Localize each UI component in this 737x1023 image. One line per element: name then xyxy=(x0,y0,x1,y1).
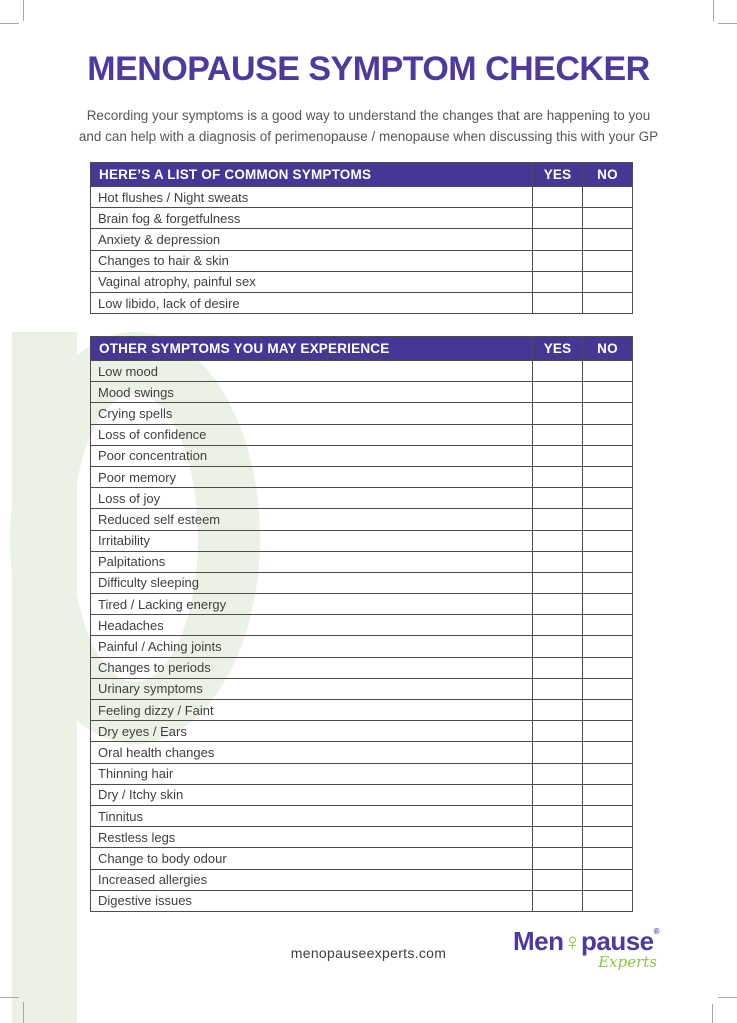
no-cell[interactable] xyxy=(583,700,633,721)
symptom-row xyxy=(91,530,633,551)
yes-cell[interactable] xyxy=(533,424,583,445)
symptom-label: Changes to hair & skin xyxy=(91,250,533,271)
intro-text xyxy=(0,106,737,148)
symptom-row xyxy=(91,361,633,382)
symptom-label: Tired / Lacking energy xyxy=(91,594,533,615)
symptom-row xyxy=(91,763,633,784)
symptom-label: Crying spells xyxy=(91,403,533,424)
symptom-row xyxy=(91,466,633,487)
yes-cell[interactable] xyxy=(533,784,583,805)
symptom-row xyxy=(91,742,633,763)
yes-cell[interactable] xyxy=(533,445,583,466)
no-cell[interactable] xyxy=(583,466,633,487)
female-symbol-icon: ♀ xyxy=(563,929,581,956)
intro-line-1: Recording your symptoms is a good way to understand the changes that are happening to you xyxy=(86,108,651,123)
no-cell[interactable] xyxy=(583,509,633,530)
symptom-label: Restless legs xyxy=(91,827,533,848)
no-cell[interactable] xyxy=(583,805,633,826)
table-header-row xyxy=(91,337,633,361)
yes-cell[interactable] xyxy=(533,466,583,487)
yes-cell[interactable] xyxy=(533,292,583,313)
yes-cell[interactable] xyxy=(533,551,583,572)
other-symptoms-table xyxy=(90,336,633,912)
yes-cell[interactable] xyxy=(533,890,583,911)
symptom-row xyxy=(91,805,633,826)
symptom-label: Anxiety & depression xyxy=(91,229,533,250)
yes-cell[interactable] xyxy=(533,615,583,636)
no-cell[interactable] xyxy=(583,551,633,572)
symptom-row xyxy=(91,890,633,911)
yes-cell[interactable] xyxy=(533,530,583,551)
crop-mark xyxy=(712,1004,713,1023)
yes-cell[interactable] xyxy=(533,403,583,424)
symptom-label: Painful / Aching joints xyxy=(91,636,533,657)
symptom-label: Vaginal atrophy, painful sex xyxy=(91,271,533,292)
symptom-row xyxy=(91,657,633,678)
yes-cell[interactable] xyxy=(533,594,583,615)
symptom-row xyxy=(91,292,633,313)
symptom-row xyxy=(91,488,633,509)
yes-cell[interactable] xyxy=(533,187,583,208)
no-cell[interactable] xyxy=(583,530,633,551)
symptom-row xyxy=(91,848,633,869)
yes-cell[interactable] xyxy=(533,488,583,509)
symptom-row xyxy=(91,229,633,250)
no-cell[interactable] xyxy=(583,250,633,271)
symptom-label: Low mood xyxy=(91,361,533,382)
no-cell[interactable] xyxy=(583,229,633,250)
symptom-row xyxy=(91,784,633,805)
no-cell[interactable] xyxy=(583,763,633,784)
website-url: menopauseexperts.com xyxy=(290,945,447,961)
symptom-label: Oral health changes xyxy=(91,742,533,763)
symptom-row xyxy=(91,594,633,615)
yes-cell[interactable] xyxy=(533,250,583,271)
symptom-label: Mood swings xyxy=(91,382,533,403)
no-cell[interactable] xyxy=(583,848,633,869)
crop-mark xyxy=(718,997,737,998)
no-cell[interactable] xyxy=(583,869,633,890)
symptom-label: Thinning hair xyxy=(91,763,533,784)
no-cell[interactable] xyxy=(583,721,633,742)
no-cell[interactable] xyxy=(583,615,633,636)
symptom-label: Digestive issues xyxy=(91,890,533,911)
symptom-row xyxy=(91,700,633,721)
yes-column-header: YES xyxy=(533,163,583,187)
symptom-label: Palpitations xyxy=(91,551,533,572)
no-cell[interactable] xyxy=(583,424,633,445)
symptom-label: Changes to periods xyxy=(91,657,533,678)
symptom-row xyxy=(91,678,633,699)
table-title: OTHER SYMPTOMS YOU MAY EXPERIENCE xyxy=(91,337,533,361)
symptom-label: Tinnitus xyxy=(91,805,533,826)
symptom-label: Urinary symptoms xyxy=(91,678,533,699)
symptom-row xyxy=(91,382,633,403)
no-cell[interactable] xyxy=(583,594,633,615)
menopause-experts-logo xyxy=(513,928,663,971)
symptom-label: Low libido, lack of desire xyxy=(91,292,533,313)
symptom-row xyxy=(91,572,633,593)
crop-mark xyxy=(23,1002,24,1023)
symptom-label: Headaches xyxy=(91,615,533,636)
yes-cell[interactable] xyxy=(533,657,583,678)
yes-cell[interactable] xyxy=(533,700,583,721)
symptom-row xyxy=(91,509,633,530)
no-cell[interactable] xyxy=(583,382,633,403)
yes-cell[interactable] xyxy=(533,742,583,763)
yes-cell[interactable] xyxy=(533,509,583,530)
symptom-label: Increased allergies xyxy=(91,869,533,890)
yes-cell[interactable] xyxy=(533,382,583,403)
no-cell[interactable] xyxy=(583,208,633,229)
logo-wordmark xyxy=(513,928,663,955)
symptom-row xyxy=(91,403,633,424)
symptom-label: Poor memory xyxy=(91,466,533,487)
no-cell[interactable] xyxy=(583,678,633,699)
no-cell[interactable] xyxy=(583,742,633,763)
symptom-row xyxy=(91,721,633,742)
logo-experts-script: Experts xyxy=(598,953,657,971)
crop-mark xyxy=(23,0,24,21)
page-title: MENOPAUSE SYMPTOM CHECKER xyxy=(87,50,650,88)
no-cell[interactable] xyxy=(583,271,633,292)
symptom-label: Loss of joy xyxy=(91,488,533,509)
symptom-label: Brain fog & forgetfulness xyxy=(91,208,533,229)
symptom-label: Reduced self esteem xyxy=(91,509,533,530)
no-column-header: NO xyxy=(583,337,633,361)
no-cell[interactable] xyxy=(583,292,633,313)
symptom-label: Dry / Itchy skin xyxy=(91,784,533,805)
no-column-header: NO xyxy=(583,163,633,187)
symptom-row xyxy=(91,827,633,848)
no-cell[interactable] xyxy=(583,657,633,678)
no-cell[interactable] xyxy=(583,827,633,848)
symptom-label: Difficulty sleeping xyxy=(91,572,533,593)
no-cell[interactable] xyxy=(583,403,633,424)
crop-mark xyxy=(713,0,714,21)
symptom-label: Irritability xyxy=(91,530,533,551)
table-header-row xyxy=(91,163,633,187)
symptom-row xyxy=(91,208,633,229)
yes-cell[interactable] xyxy=(533,229,583,250)
yes-column-header: YES xyxy=(533,337,583,361)
yes-cell[interactable] xyxy=(533,572,583,593)
symptom-label: Hot flushes / Night sweats xyxy=(91,187,533,208)
no-cell[interactable] xyxy=(583,890,633,911)
yes-cell[interactable] xyxy=(533,678,583,699)
symptom-row xyxy=(91,869,633,890)
table-title: HERE’S A LIST OF COMMON SYMPTOMS xyxy=(91,163,533,187)
symptom-row xyxy=(91,445,633,466)
symptom-row xyxy=(91,187,633,208)
crop-mark xyxy=(0,23,19,24)
symptom-label: Loss of confidence xyxy=(91,424,533,445)
symptom-row xyxy=(91,551,633,572)
yes-cell[interactable] xyxy=(533,271,583,292)
symptom-row xyxy=(91,424,633,445)
logo-text-pause: pause xyxy=(581,926,654,956)
symptom-row xyxy=(91,615,633,636)
symptom-label: Feeling dizzy / Faint xyxy=(91,700,533,721)
crop-mark xyxy=(0,997,19,998)
yes-cell[interactable] xyxy=(533,805,583,826)
no-cell[interactable] xyxy=(583,488,633,509)
logo-text-men: Men xyxy=(513,926,564,956)
yes-cell[interactable] xyxy=(533,848,583,869)
yes-cell[interactable] xyxy=(533,763,583,784)
no-cell[interactable] xyxy=(583,636,633,657)
common-symptoms-table xyxy=(90,162,633,314)
no-cell[interactable] xyxy=(583,445,633,466)
symptom-label: Dry eyes / Ears xyxy=(91,721,533,742)
symptom-row xyxy=(91,271,633,292)
intro-line-2: and can help with a diagnosis of perimenopause / menopause when discussing this with your GP xyxy=(78,128,659,144)
no-cell[interactable] xyxy=(583,784,633,805)
yes-cell[interactable] xyxy=(533,721,583,742)
yes-cell[interactable] xyxy=(533,361,583,382)
no-cell[interactable] xyxy=(583,187,633,208)
symptom-label: Change to body odour xyxy=(91,848,533,869)
no-cell[interactable] xyxy=(583,361,633,382)
no-cell[interactable] xyxy=(583,572,633,593)
symptom-row xyxy=(91,250,633,271)
symptom-label: Poor concentration xyxy=(91,445,533,466)
yes-cell[interactable] xyxy=(533,208,583,229)
yes-cell[interactable] xyxy=(533,636,583,657)
crop-mark xyxy=(718,23,737,24)
symptom-row xyxy=(91,636,633,657)
yes-cell[interactable] xyxy=(533,869,583,890)
yes-cell[interactable] xyxy=(533,827,583,848)
registered-trademark-icon: ® xyxy=(653,927,660,936)
